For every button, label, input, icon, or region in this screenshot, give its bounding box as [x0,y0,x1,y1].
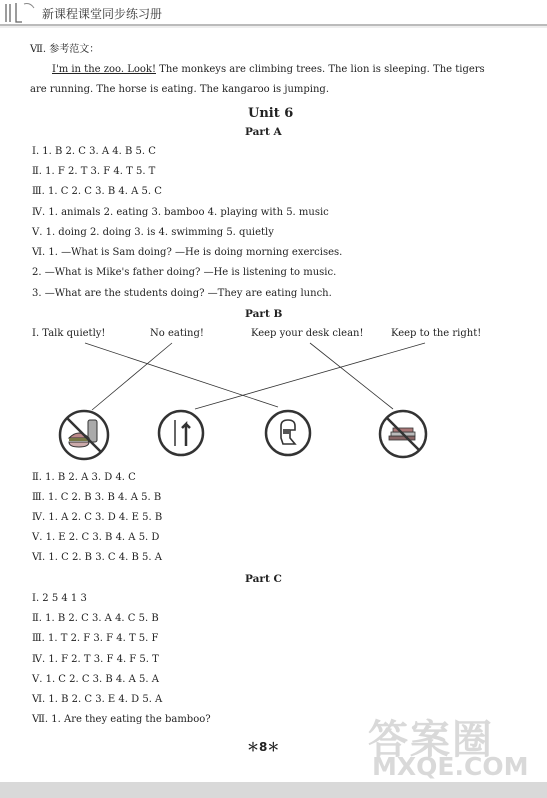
essay-line-2: are running. The horse is eating. The kangaroo is jumping. [30,84,330,95]
answer-line: Ⅰ. 2 5 4 1 3 [32,593,87,604]
answer-line: Ⅳ. 1. A 2. C 3. D 4. E 5. B [32,512,163,523]
essay-line-1-rest: The monkeys are climbing trees. The lion is sleeping. The tigers [155,64,485,75]
sign-text-keep-right: Keep to the right! [391,328,482,339]
keep-desk-clean-sign-icon [377,408,429,460]
essay-label: Ⅶ. 参考范文： [30,44,100,55]
answer-line: Ⅵ. 1. C 2. B 3. C 4. B 5. A [32,552,162,563]
watermark-url: MXQE.COM [372,752,529,781]
match-line-no-eating [92,343,172,410]
star-right: ＊ [267,740,280,754]
answer-line: 2. —What is Mike's father doing? —He is listening to music. [32,267,337,278]
page-number-value: 8 [259,740,268,754]
sign-text-talk-quietly: Ⅰ. Talk quietly! [32,328,106,339]
answer-line: Ⅱ. 1. B 2. A 3. D 4. C [32,472,136,483]
answer-line: Ⅵ. 1. B 2. C 3. E 4. D 5. A [32,694,163,705]
book-title: 新课程课堂同步练习册 [42,7,163,21]
match-line-talk-quietly [85,343,278,407]
star-left: ＊ [247,740,260,754]
watermark-logo: 答案圈 [368,717,494,763]
answer-line: Ⅲ. 1. C 2. C 3. B 4. A 5. C [32,186,162,197]
keep-right-sign-icon [156,408,206,458]
match-line-keep-right [195,343,425,409]
sign-text-keep-desk-clean: Keep your desk clean! [251,328,364,339]
essay-underlined-text: I'm in the zoo. Look! [52,64,156,75]
sign-text-no-eating: No eating! [150,328,204,339]
answer-line: 3. —What are the students doing? —They are eating lunch. [32,288,332,299]
answer-line: Ⅲ. 1. T 2. F 3. F 4. T 5. F [32,633,159,644]
answer-line: Ⅰ. 1. B 2. C 3. A 4. B 5. C [32,146,156,157]
part-a-title: Part A [245,126,282,138]
answer-line: Ⅴ. 1. E 2. C 3. B 4. A 5. D [32,532,160,543]
unit-title: Unit 6 [248,106,294,121]
answer-line: Ⅱ. 1. B 2. C 3. A 4. C 5. B [32,613,159,624]
part-c-title: Part C [245,573,282,585]
answer-line: Ⅶ. 1. Are they eating the bamboo? [32,714,211,725]
answer-line: Ⅱ. 1. F 2. T 3. F 4. T 5. T [32,166,156,177]
talk-quietly-sign-icon [263,408,313,458]
no-eating-sign-icon [57,408,111,462]
footer-bar [0,782,547,798]
match-line-keep-desk-clean [310,343,393,409]
part-b-title: Part B [245,308,283,320]
answer-line: Ⅴ. 1. doing 2. doing 3. is 4. swimming 5. quietly [32,227,274,238]
answer-line: Ⅵ. 1. —What is Sam doing? —He is doing morning exercises. [32,247,343,258]
answer-line: Ⅴ. 1. C 2. C 3. B 4. A 5. A [32,674,159,685]
answer-line: Ⅳ. 1. animals 2. eating 3. bamboo 4. playing with 5. music [32,207,329,218]
answer-line: Ⅳ. 1. F 2. T 3. F 4. F 5. T [32,654,159,665]
page-number [247,738,279,755]
answer-line: Ⅲ. 1. C 2. B 3. B 4. A 5. B [32,492,162,503]
